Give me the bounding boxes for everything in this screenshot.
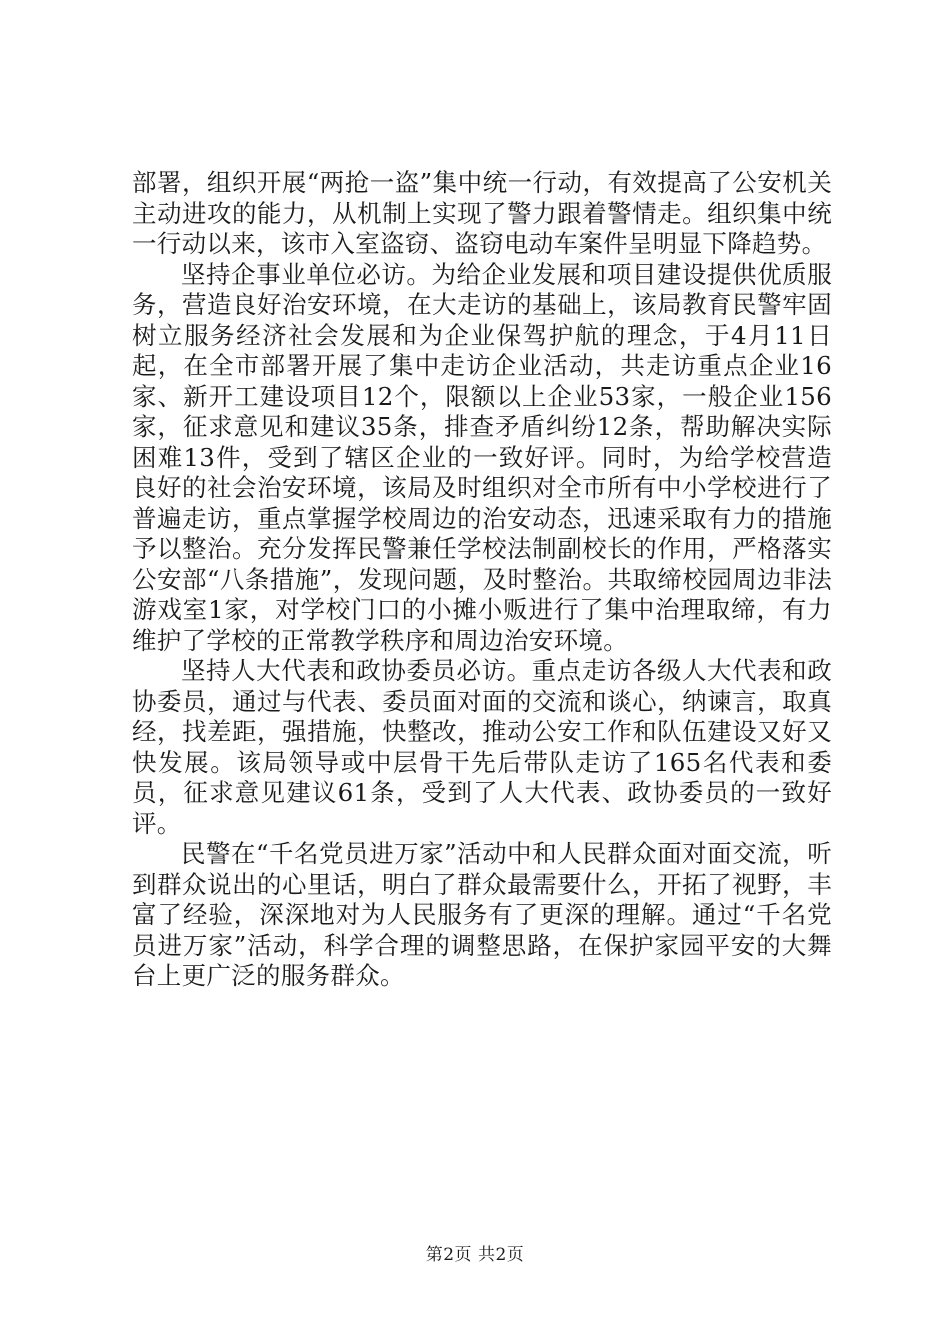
paragraph-1: 部署，组织开展“两抢一盗”集中统一行动，有效提高了公安机关主动进攻的能力，从机制上实现了警力跟着警情走。组织集中统一行动以来，该市入室盗窃、盗窃电动车案件呈明显下降趋势。 (132, 168, 832, 258)
body-text (132, 168, 832, 992)
paragraph-3: 坚持人大代表和政协委员必访。重点走访各级人大代表和政协委员，通过与代表、委员面对面的交流和谈心，纳谏言，取真经，找差距，强措施，快整改，推动公安工作和队伍建设又好又快发展。该局领导或中层骨干先后带队走访了165名代表和委员，征求意见建议61条，受到了人大代表、政协委员的一致好评。 (132, 656, 832, 838)
paragraph-2: 坚持企事业单位必访。为给企业发展和项目建设提供优质服务，营造良好治安环境，在大走访的基础上，该局教育民警牢固树立服务经济社会发展和为企业保驾护航的理念，于4月11日起，在全市部署开展了集中走访企业活动，共走访重点企业16家、新开工建设项目12个，限额以上企业53家，一般企业156家，征求意见和建议35条，排查矛盾纠纷12条，帮助解决实际困难13件，受到了辖区企业的一致好评。同时，为给学校营造良好的社会治安环境，该局及时组织对全市所有中小学校进行了普遍走访，重点掌握学校周边的治安动态，迅速采取有力的措施予以整治。充分发挥民警兼任学校法制副校长的作用，严格落实公安部“八条措施”，发现问题，及时整治。共取缔校园周边非法游戏室1家，对学校门口的小摊小贩进行了集中治理取缔，有力维护了学校的正常教学秩序和周边治安环境。 (132, 259, 832, 655)
page-footer: 第2页 共2页 (425, 1245, 525, 1265)
paragraph-4: 民警在“千名党员进万家”活动中和人民群众面对面交流，听到群众说出的心里话，明白了群众最需要什么，开拓了视野，丰富了经验，深深地对为人民服务有了更深的理解。通过“千名党员进万家”活动，科学合理的调整思路，在保护家园平安的大舞台上更广泛的服务群众。 (132, 839, 832, 990)
